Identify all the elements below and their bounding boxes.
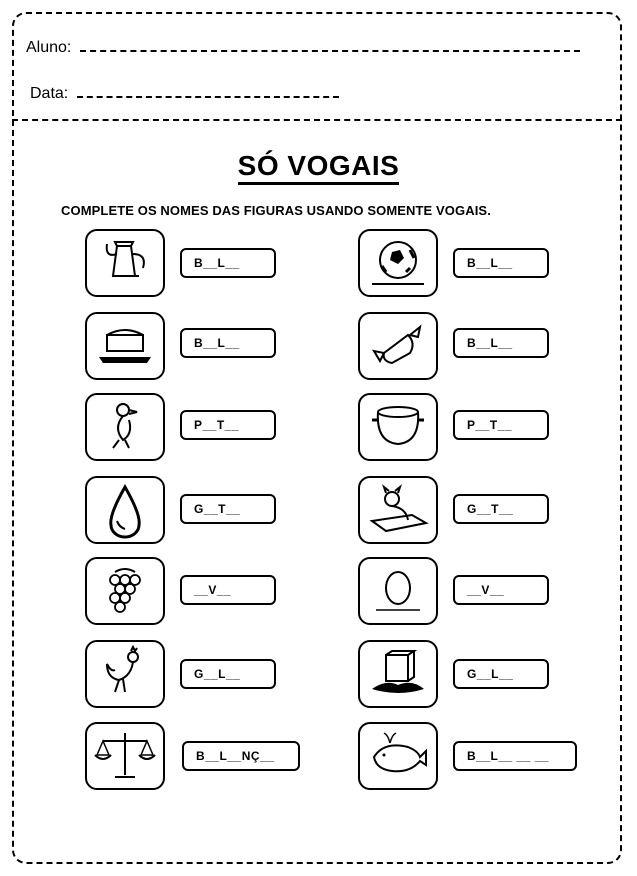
word-blank-12[interactable]: G__L__ <box>453 659 549 689</box>
student-label: Aluno: <box>26 39 72 56</box>
word-blank-6[interactable]: P__T__ <box>453 410 549 440</box>
scale-picture <box>85 722 165 790</box>
candy-picture <box>358 312 438 380</box>
whale-icon <box>366 727 430 785</box>
header-divider <box>12 119 622 121</box>
scale-icon <box>93 727 157 785</box>
page-title: SÓ VOGAIS <box>0 150 637 182</box>
word-blank-5[interactable]: P__T__ <box>180 410 276 440</box>
egg-picture <box>358 557 438 625</box>
student-name-line[interactable] <box>80 38 580 52</box>
candy-icon <box>366 317 430 375</box>
water-drop-picture <box>85 476 165 544</box>
instruction-text: COMPLETE OS NOMES DAS FIGURAS USANDO SOMENTE VOGAIS. <box>61 203 491 218</box>
grapes-picture <box>85 557 165 625</box>
cake-icon <box>93 317 157 375</box>
cake-picture <box>85 312 165 380</box>
word-blank-1[interactable]: B__L__ <box>180 248 276 278</box>
date-label: Data: <box>30 85 69 102</box>
word-blank-7[interactable]: G__T__ <box>180 494 276 524</box>
ice-icon <box>366 645 430 703</box>
soccer-ball-picture <box>358 229 438 297</box>
duck-picture <box>85 393 165 461</box>
water-drop-icon <box>93 481 157 539</box>
whale-picture <box>358 722 438 790</box>
word-blank-8[interactable]: G__T__ <box>453 494 549 524</box>
word-blank-4[interactable]: B__L__ <box>453 328 549 358</box>
kettle-icon <box>93 234 157 292</box>
date-field <box>30 84 339 103</box>
word-blank-13[interactable]: B__L__NÇ__ <box>182 741 300 771</box>
kettle-picture <box>85 229 165 297</box>
word-blank-9[interactable]: __V__ <box>180 575 276 605</box>
word-blank-14[interactable]: B__L__ __ __ <box>453 741 577 771</box>
word-blank-2[interactable]: B__L__ <box>453 248 549 278</box>
pot-picture <box>358 393 438 461</box>
egg-icon <box>366 562 430 620</box>
duck-icon <box>93 398 157 456</box>
pot-icon <box>366 398 430 456</box>
word-blank-10[interactable]: __V__ <box>453 575 549 605</box>
cat-picture <box>358 476 438 544</box>
word-blank-3[interactable]: B__L__ <box>180 328 276 358</box>
rooster-icon <box>93 645 157 703</box>
soccer-ball-icon <box>366 234 430 292</box>
rooster-picture <box>85 640 165 708</box>
cat-icon <box>366 481 430 539</box>
date-line[interactable] <box>77 84 339 98</box>
word-blank-11[interactable]: G__L__ <box>180 659 276 689</box>
ice-picture <box>358 640 438 708</box>
student-field <box>26 38 580 57</box>
grapes-icon <box>93 562 157 620</box>
